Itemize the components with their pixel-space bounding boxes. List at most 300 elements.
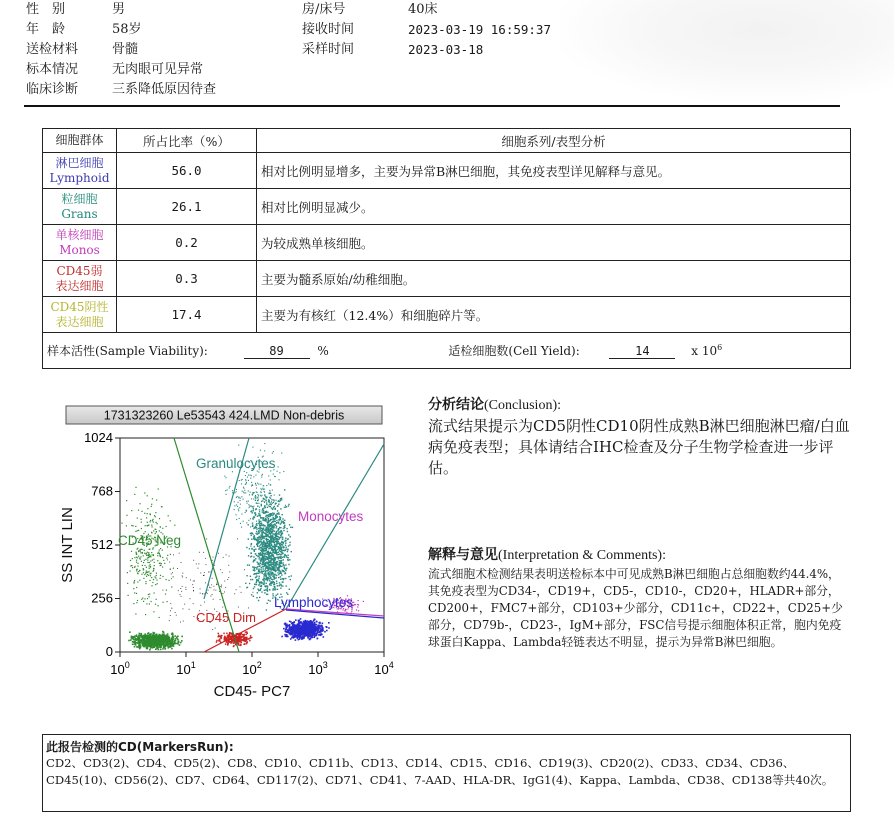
population-name	[43, 225, 117, 261]
event-dot	[167, 641, 169, 643]
event-dot	[137, 638, 139, 640]
event-dot	[126, 525, 127, 526]
event-dot	[272, 550, 273, 551]
event-dot	[150, 521, 151, 522]
x-tick-label: $10^2$	[242, 660, 262, 677]
event-dot	[212, 578, 213, 579]
event-dot	[282, 537, 283, 538]
event-dot	[306, 626, 308, 628]
event-dot	[246, 575, 247, 576]
event-dot	[252, 512, 253, 513]
gate-label-granulocytes: Granulocytes	[196, 456, 276, 471]
event-dot	[149, 562, 150, 563]
event-dot	[264, 564, 265, 565]
event-dot	[274, 527, 275, 528]
event-dot	[174, 525, 175, 526]
event-dot	[284, 541, 285, 542]
event-dot	[263, 508, 264, 509]
event-dot	[250, 478, 251, 479]
event-dot	[268, 541, 269, 542]
event-dot	[300, 630, 302, 632]
event-dot	[268, 555, 269, 556]
event-dot	[301, 638, 303, 640]
event-dot	[242, 491, 243, 492]
event-dot	[344, 610, 345, 611]
event-dot	[271, 555, 272, 556]
event-dot	[298, 626, 300, 628]
event-dot	[291, 551, 292, 552]
event-dot	[143, 578, 144, 579]
event-dot	[144, 642, 146, 644]
event-dot	[144, 492, 145, 493]
event-dot	[302, 622, 304, 624]
event-dot	[156, 575, 157, 576]
y-axis	[84, 430, 120, 659]
population-percent: 26.1	[117, 189, 257, 225]
event-dot	[144, 638, 146, 640]
event-dot	[233, 639, 235, 641]
event-dot	[218, 633, 220, 635]
event-dot	[139, 580, 140, 581]
event-dot	[300, 618, 302, 620]
event-dot	[162, 550, 163, 551]
event-dot	[239, 638, 241, 640]
event-dot	[238, 445, 239, 446]
event-dot	[283, 528, 284, 529]
event-dot	[140, 551, 141, 552]
event-dot	[300, 621, 302, 623]
event-dot	[258, 495, 259, 496]
event-dot	[226, 477, 227, 478]
event-dot	[268, 530, 269, 531]
event-dot	[274, 588, 275, 589]
event-dot	[161, 637, 163, 639]
event-dot	[278, 529, 279, 530]
event-dot	[294, 621, 296, 623]
event-dot	[207, 593, 208, 594]
event-dot	[243, 521, 244, 522]
event-dot	[255, 509, 256, 510]
event-dot	[152, 560, 153, 561]
event-dot	[198, 568, 199, 569]
event-dot	[263, 525, 264, 526]
event-dot	[172, 635, 174, 637]
event-dot	[269, 542, 270, 543]
event-dot	[148, 557, 149, 558]
event-dot	[226, 554, 227, 555]
event-dot	[259, 576, 260, 577]
event-dot	[155, 529, 156, 530]
interpretation-section	[428, 544, 848, 651]
event-dot	[142, 637, 144, 639]
event-dot	[173, 576, 174, 577]
event-dot	[241, 514, 242, 515]
event-dot	[169, 620, 170, 621]
event-dot	[284, 507, 285, 508]
event-dot	[133, 588, 134, 589]
event-dot	[278, 577, 279, 578]
event-dot	[276, 531, 277, 532]
event-dot	[144, 553, 145, 554]
event-dot	[141, 511, 142, 512]
event-dot	[243, 488, 244, 489]
event-dot	[262, 573, 263, 574]
event-dot	[263, 561, 264, 562]
event-dot	[134, 582, 135, 583]
event-dot	[286, 557, 287, 558]
markers-title: 此报告检测的CD(MarkersRun):	[46, 740, 234, 754]
event-dot	[260, 495, 261, 496]
event-dot	[186, 589, 187, 590]
event-dot	[138, 640, 140, 642]
event-dot	[358, 604, 359, 605]
population-name-cn: 单核细胞	[55, 227, 104, 242]
event-dot	[163, 644, 165, 646]
event-dot	[253, 596, 254, 597]
event-dot	[141, 519, 142, 520]
event-dot	[285, 570, 286, 571]
event-dot	[255, 553, 256, 554]
event-dot	[259, 545, 260, 546]
event-dot	[267, 522, 268, 523]
event-dot	[280, 527, 281, 528]
event-dot	[267, 547, 268, 548]
event-dot	[261, 501, 262, 502]
event-dot	[280, 551, 281, 552]
event-dot	[228, 577, 229, 578]
event-dot	[259, 507, 260, 508]
event-dot	[219, 640, 221, 642]
event-dot	[136, 557, 137, 558]
event-dot	[277, 557, 278, 558]
markers-run-box	[42, 734, 851, 812]
event-dot	[280, 508, 281, 509]
event-dot	[269, 589, 270, 590]
event-dot	[149, 638, 151, 640]
event-dot	[248, 480, 249, 481]
event-dot	[251, 548, 252, 549]
patient-info-right-key: 房/床号	[302, 2, 346, 17]
event-dot	[147, 572, 148, 573]
event-dot	[258, 531, 259, 532]
event-dot	[301, 626, 303, 628]
event-dot	[182, 586, 183, 587]
event-dot	[150, 520, 151, 521]
event-dot	[277, 589, 278, 590]
event-dot	[128, 595, 129, 596]
event-dot	[180, 588, 181, 589]
event-dot	[285, 545, 286, 546]
event-dot	[150, 646, 152, 648]
event-dot	[275, 552, 276, 553]
event-dot	[279, 563, 280, 564]
event-dot	[273, 565, 274, 566]
event-dot	[260, 530, 261, 531]
event-dot	[148, 644, 150, 646]
event-dot	[273, 557, 274, 558]
event-dot	[280, 588, 281, 589]
patient-info-left	[26, 0, 216, 100]
event-dot	[260, 491, 261, 492]
event-dot	[160, 649, 162, 651]
event-dot	[146, 603, 147, 604]
event-dot	[258, 515, 259, 516]
event-dot	[173, 643, 175, 645]
event-dot	[163, 602, 164, 603]
event-dot	[271, 507, 272, 508]
event-dot	[179, 644, 181, 646]
event-dot	[278, 504, 279, 505]
event-dot	[151, 506, 152, 507]
event-dot	[142, 565, 143, 566]
event-dot	[192, 584, 193, 585]
population-analysis: 相对比例明显增多，主要为异常B淋巴细胞，其免疫表型详见解释与意见。	[257, 153, 851, 189]
event-dot	[147, 638, 149, 640]
event-dot	[308, 632, 310, 634]
event-dot	[303, 628, 305, 630]
event-dot	[157, 583, 158, 584]
event-dot	[127, 583, 128, 584]
event-dot	[251, 532, 252, 533]
event-dot	[263, 540, 264, 541]
event-dot	[275, 562, 276, 563]
event-dot	[268, 600, 269, 601]
event-dot	[275, 545, 276, 546]
event-dot	[247, 633, 249, 635]
y-tick-label: 768	[91, 483, 113, 499]
event-dot	[153, 611, 154, 612]
event-dot	[229, 634, 231, 636]
x-tick-label: $10^4$	[374, 660, 394, 677]
event-dot	[288, 534, 289, 535]
event-dot	[259, 572, 260, 573]
event-dot	[167, 636, 169, 638]
event-dot	[275, 557, 276, 558]
event-dot	[256, 575, 257, 576]
event-dot	[262, 500, 263, 501]
population-name-en: Lymphoid	[49, 170, 110, 185]
event-dot	[154, 562, 155, 563]
event-dot	[176, 638, 178, 640]
patient-info-left-value: 三系降低原因待查	[112, 82, 217, 97]
event-dot	[236, 589, 237, 590]
event-dot	[151, 644, 153, 646]
event-dot	[256, 555, 257, 556]
event-dot	[288, 505, 289, 506]
event-dot	[295, 625, 297, 627]
event-dot	[137, 563, 138, 564]
event-dot	[153, 555, 154, 556]
event-dot	[144, 574, 145, 575]
event-dot	[135, 487, 136, 488]
event-dot	[252, 523, 253, 524]
event-dot	[198, 563, 199, 564]
event-dot	[322, 623, 324, 625]
event-dot	[211, 596, 212, 597]
event-dot	[153, 635, 155, 637]
event-dot	[281, 542, 282, 543]
event-dot	[260, 550, 261, 551]
event-dot	[255, 500, 256, 501]
event-dot	[206, 564, 207, 565]
event-dot	[267, 588, 268, 589]
event-dot	[265, 589, 266, 590]
event-dot	[316, 624, 318, 626]
patient-info-left-key: 性 别	[26, 2, 66, 17]
event-dot	[281, 533, 282, 534]
event-dot	[266, 538, 267, 539]
event-dot	[224, 592, 225, 593]
event-dot	[272, 567, 273, 568]
event-dot	[144, 640, 146, 642]
event-dot	[250, 635, 252, 637]
event-dot	[249, 494, 250, 495]
event-dot	[258, 563, 259, 564]
event-dot	[268, 539, 269, 540]
event-dot	[216, 640, 218, 642]
event-dot	[239, 518, 240, 519]
event-dot	[354, 604, 355, 605]
event-dot	[269, 565, 270, 566]
event-dot	[252, 506, 253, 507]
event-dot	[190, 580, 191, 581]
event-dot	[314, 622, 316, 624]
event-dot	[322, 629, 324, 631]
event-dot	[288, 545, 289, 546]
event-dot	[163, 637, 165, 639]
event-dot	[306, 628, 308, 630]
event-dot	[139, 638, 141, 640]
event-dot	[258, 499, 259, 500]
event-dot	[265, 568, 266, 569]
event-dot	[302, 632, 304, 634]
event-dot	[153, 530, 154, 531]
event-dot	[227, 489, 228, 490]
event-dot	[277, 505, 278, 506]
event-dot	[259, 565, 260, 566]
event-dot	[264, 581, 265, 582]
event-dot	[153, 637, 155, 639]
event-dot	[267, 557, 268, 558]
event-dot	[240, 586, 241, 587]
event-dot	[257, 506, 258, 507]
event-dot	[321, 629, 323, 631]
event-dot	[137, 549, 138, 550]
event-dot	[258, 556, 259, 557]
event-dot	[137, 600, 138, 601]
event-dot	[144, 513, 145, 514]
col-header-percent: 所占比率（%）	[117, 129, 257, 153]
event-dot	[274, 583, 275, 584]
event-dot	[218, 635, 220, 637]
event-dot	[240, 636, 242, 638]
event-dot	[147, 640, 149, 642]
event-dot	[287, 549, 288, 550]
event-dot	[278, 546, 279, 547]
event-dot	[229, 556, 230, 557]
header-divider	[24, 105, 840, 107]
event-dot	[182, 573, 183, 574]
event-dot	[298, 621, 300, 623]
event-dot	[318, 634, 320, 636]
event-dot	[137, 646, 139, 648]
event-dot	[240, 639, 242, 641]
event-dot	[281, 636, 283, 638]
event-dot	[273, 564, 274, 565]
event-dot	[269, 574, 270, 575]
event-dot	[267, 512, 268, 513]
event-dot	[255, 533, 256, 534]
event-dot	[253, 567, 254, 568]
event-dot	[160, 526, 161, 527]
event-dot	[147, 557, 148, 558]
event-dot	[271, 544, 272, 545]
event-dot	[146, 517, 147, 518]
event-dot	[276, 527, 277, 528]
event-dot	[281, 566, 282, 567]
event-dot	[252, 579, 253, 580]
event-dot	[266, 554, 267, 555]
event-dot	[193, 587, 194, 588]
interpretation-heading: 解释与意见(Interpretation & Comments):	[428, 547, 666, 563]
population-percent: 0.3	[117, 261, 257, 297]
event-dot	[136, 560, 137, 561]
event-dot	[268, 528, 269, 529]
event-dot	[264, 570, 265, 571]
event-dot	[146, 635, 148, 637]
event-dot	[284, 556, 285, 557]
event-dot	[240, 645, 242, 647]
event-dot	[134, 643, 136, 645]
event-dot	[137, 530, 138, 531]
patient-info-left-value: 男	[112, 2, 126, 17]
patient-info-left-value: 58岁	[112, 22, 142, 37]
event-dot	[255, 526, 256, 527]
event-dot	[273, 541, 274, 542]
event-dot	[256, 491, 257, 492]
event-dot	[266, 535, 267, 536]
event-dot	[246, 547, 247, 548]
population-name-cn: 淋巴细胞	[55, 155, 104, 170]
population-name-en: Monos	[59, 242, 100, 257]
event-dot	[171, 608, 172, 609]
event-dot	[259, 509, 260, 510]
event-dot	[269, 490, 270, 491]
event-dot	[258, 528, 259, 529]
table-row	[43, 297, 851, 333]
event-dot	[154, 576, 155, 577]
event-dot	[150, 573, 151, 574]
event-dot	[281, 551, 282, 552]
event-dot	[184, 604, 185, 605]
event-dot	[282, 562, 283, 563]
y-tick-label: 0	[105, 644, 113, 659]
event-dot	[298, 635, 300, 637]
event-dot	[250, 546, 251, 547]
event-dot	[252, 485, 253, 486]
event-dot	[285, 549, 286, 550]
event-dot	[270, 556, 271, 557]
event-dot	[283, 579, 284, 580]
event-dot	[168, 580, 169, 581]
event-dot	[140, 647, 142, 649]
event-dot	[277, 585, 278, 586]
event-dot	[263, 579, 264, 580]
patient-info-right-value: 2023-03-19 16:59:37	[408, 22, 551, 37]
event-dot	[266, 567, 267, 568]
interpretation-text: 流式细胞术检测结果表明送检标本中可见成熟B淋巴细胞占总细胞数约44.4%，其免疫表型为CD34-，CD19+，CD5-，CD10-，CD20+，HLADR+部分，CD200+，FMC7+部分，CD103+少部分，CD11c+，CD22+，CD25+少部分，CD79b-，CD23-，IgM+部分，FSC信号提示细胞体积正常，胞内免疫球蛋白Kappa、Lambda轻链表达不明显，提示为异常B淋巴细胞。	[428, 567, 843, 649]
event-dot	[280, 549, 281, 550]
